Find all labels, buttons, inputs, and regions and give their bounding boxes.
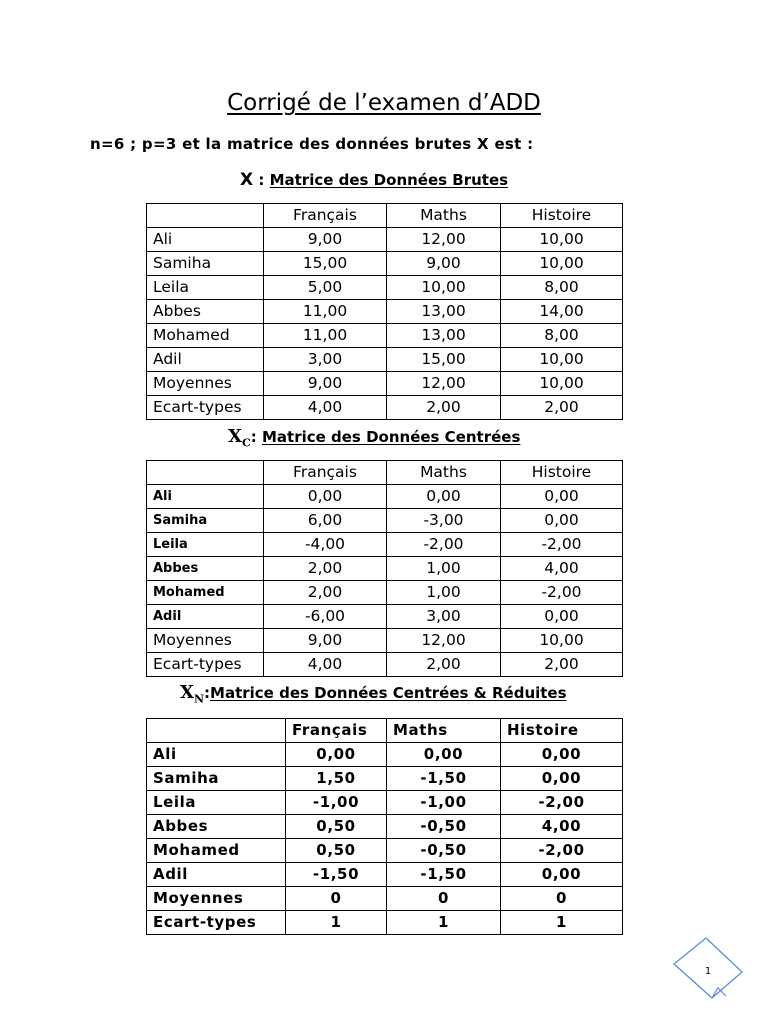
row-label: Leila xyxy=(147,276,264,300)
cell-value: -1,50 xyxy=(387,767,501,791)
cell-value: 9,00 xyxy=(264,228,387,252)
cell-value: -2,00 xyxy=(501,581,623,605)
corner-cell xyxy=(147,461,264,485)
table-row xyxy=(147,863,623,887)
cell-value: 3,00 xyxy=(264,348,387,372)
table2-caption: $X_C$: Matrice des Données Centrées xyxy=(228,426,521,450)
row-label: Ali xyxy=(147,228,264,252)
cell-value: 8,00 xyxy=(501,276,623,300)
cell-value: -2,00 xyxy=(501,839,623,863)
cell-value: 15,00 xyxy=(387,348,501,372)
row-label: Moyennes xyxy=(147,372,264,396)
row-label: Leila xyxy=(147,533,264,557)
cell-value: -1,00 xyxy=(387,791,501,815)
row-label: Ecart-types xyxy=(147,396,264,420)
cell-value: 6,00 xyxy=(264,509,387,533)
cell-value: -1,50 xyxy=(387,863,501,887)
cell-value: 1,00 xyxy=(387,557,501,581)
cell-value: 13,00 xyxy=(387,300,501,324)
row-label: Moyennes xyxy=(147,629,264,653)
cell-value: 0,00 xyxy=(501,767,623,791)
table-row xyxy=(147,605,623,629)
table-row xyxy=(147,743,623,767)
table-row xyxy=(147,252,623,276)
cell-value: -0,50 xyxy=(387,815,501,839)
table-row xyxy=(147,629,623,653)
cell-value: 11,00 xyxy=(264,324,387,348)
page-number-badge xyxy=(672,934,744,1006)
cell-value: 10,00 xyxy=(501,228,623,252)
cell-value: 10,00 xyxy=(501,372,623,396)
cell-value: 5,00 xyxy=(264,276,387,300)
table1-caption: X : Matrice des Données Brutes xyxy=(240,170,509,190)
cell-value: 10,00 xyxy=(501,252,623,276)
table-row xyxy=(147,557,623,581)
table-row xyxy=(147,533,623,557)
cell-value: 0 xyxy=(387,887,501,911)
centered-data-table xyxy=(146,460,623,677)
table-header-row xyxy=(147,719,623,743)
cell-value: -2,00 xyxy=(387,533,501,557)
cell-value: 9,00 xyxy=(264,372,387,396)
cell-value: 4,00 xyxy=(264,653,387,677)
cell-value: 1,00 xyxy=(387,581,501,605)
cell-value: 15,00 xyxy=(264,252,387,276)
cell-value: 12,00 xyxy=(387,372,501,396)
cell-value: 0,50 xyxy=(286,815,387,839)
cell-value: 12,00 xyxy=(387,629,501,653)
document-title: Corrigé de l’examen d’ADD xyxy=(227,90,541,116)
table-row xyxy=(147,815,623,839)
row-label: Adil xyxy=(147,863,286,887)
table1-caption-text: Matrice des Données Brutes xyxy=(269,171,509,189)
cell-value: 0,00 xyxy=(286,743,387,767)
cell-value: 1 xyxy=(501,911,623,935)
cell-value: 0,50 xyxy=(286,839,387,863)
cell-value: 2,00 xyxy=(264,581,387,605)
cell-value: 1 xyxy=(387,911,501,935)
page-number: 1 xyxy=(704,966,712,977)
row-label: Ecart-types xyxy=(147,911,286,935)
row-label: Ali xyxy=(147,485,264,509)
row-label: Mohamed xyxy=(147,324,264,348)
column-header-maths: Maths xyxy=(387,204,501,228)
table-header-row xyxy=(147,204,623,228)
cell-value: 10,00 xyxy=(501,348,623,372)
column-header-francais: Français xyxy=(264,461,387,485)
cell-value: 10,00 xyxy=(387,276,501,300)
row-label: Leila xyxy=(147,791,286,815)
row-label: Samiha xyxy=(147,509,264,533)
table-row xyxy=(147,509,623,533)
cell-value: 0,00 xyxy=(264,485,387,509)
cell-value: 2,00 xyxy=(501,653,623,677)
cell-value: 0,00 xyxy=(501,863,623,887)
cell-value: 3,00 xyxy=(387,605,501,629)
cell-value: 4,00 xyxy=(264,396,387,420)
table3-caption: $X_N:Matrice$ des Données Centrées & Réduites xyxy=(180,682,567,706)
cell-value: 1,50 xyxy=(286,767,387,791)
table3-caption-text: Matrice des Données Centrées & Réduites xyxy=(210,684,567,702)
table-row xyxy=(147,324,623,348)
cell-value: 0,00 xyxy=(387,743,501,767)
raw-data-table xyxy=(146,203,623,420)
table-header-row xyxy=(147,461,623,485)
column-header-maths: Maths xyxy=(387,719,501,743)
table3-symbol: $X_N$ xyxy=(180,682,205,706)
cell-value: 9,00 xyxy=(264,629,387,653)
cell-value: 2,00 xyxy=(387,396,501,420)
cell-value: -2,00 xyxy=(501,533,623,557)
cell-value: 0,00 xyxy=(501,509,623,533)
cell-value: 13,00 xyxy=(387,324,501,348)
row-label: Mohamed xyxy=(147,581,264,605)
row-label: Samiha xyxy=(147,252,264,276)
column-header-histoire: Histoire xyxy=(501,204,623,228)
table2-symbol: $X_C$ xyxy=(228,426,251,450)
cell-value: 2,00 xyxy=(264,557,387,581)
cell-value: 8,00 xyxy=(501,324,623,348)
cell-value: 2,00 xyxy=(387,653,501,677)
column-header-histoire: Histoire xyxy=(501,719,623,743)
intro-text: n=6 ; p=3 et la matrice des données brutes X est : xyxy=(90,135,534,153)
table-row xyxy=(147,228,623,252)
cell-value: 0 xyxy=(286,887,387,911)
cell-value: -2,00 xyxy=(501,791,623,815)
cell-value: -4,00 xyxy=(264,533,387,557)
table2-caption-text: Matrice des Données Centrées xyxy=(261,428,521,446)
standardized-data-table xyxy=(146,718,623,935)
cell-value: -1,00 xyxy=(286,791,387,815)
cell-value: 0 xyxy=(501,887,623,911)
cell-value: -1,50 xyxy=(286,863,387,887)
cell-value: 0,00 xyxy=(501,605,623,629)
table-row xyxy=(147,372,623,396)
column-header-francais: Français xyxy=(286,719,387,743)
row-label: Abbes xyxy=(147,557,264,581)
cell-value: -0,50 xyxy=(387,839,501,863)
cell-value: 2,00 xyxy=(501,396,623,420)
table-row xyxy=(147,485,623,509)
cell-value: 0,00 xyxy=(501,743,623,767)
cell-value: 10,00 xyxy=(501,629,623,653)
column-header-francais: Français xyxy=(264,204,387,228)
corner-cell xyxy=(147,204,264,228)
column-header-histoire: Histoire xyxy=(501,461,623,485)
table1-symbol: X xyxy=(240,170,254,190)
corner-cell xyxy=(147,719,286,743)
row-label: Adil xyxy=(147,605,264,629)
cell-value: 0,00 xyxy=(501,485,623,509)
cell-value: 1 xyxy=(286,911,387,935)
cell-value: 14,00 xyxy=(501,300,623,324)
cell-value: -6,00 xyxy=(264,605,387,629)
table-row xyxy=(147,911,623,935)
row-label: Abbes xyxy=(147,815,286,839)
cell-value: 9,00 xyxy=(387,252,501,276)
row-label: Ecart-types xyxy=(147,653,264,677)
cell-value: -3,00 xyxy=(387,509,501,533)
cell-value: 4,00 xyxy=(501,557,623,581)
table-row xyxy=(147,653,623,677)
table-row xyxy=(147,276,623,300)
table-row xyxy=(147,767,623,791)
row-label: Abbes xyxy=(147,300,264,324)
cell-value: 0,00 xyxy=(387,485,501,509)
row-label: Moyennes xyxy=(147,887,286,911)
row-label: Samiha xyxy=(147,767,286,791)
table-row xyxy=(147,887,623,911)
table-row xyxy=(147,839,623,863)
cell-value: 4,00 xyxy=(501,815,623,839)
cell-value: 11,00 xyxy=(264,300,387,324)
column-header-maths: Maths xyxy=(387,461,501,485)
row-label: Ali xyxy=(147,743,286,767)
table-row xyxy=(147,581,623,605)
row-label: Mohamed xyxy=(147,839,286,863)
table-row xyxy=(147,396,623,420)
row-label: Adil xyxy=(147,348,264,372)
table-row xyxy=(147,348,623,372)
table-row xyxy=(147,300,623,324)
table-row xyxy=(147,791,623,815)
cell-value: 12,00 xyxy=(387,228,501,252)
